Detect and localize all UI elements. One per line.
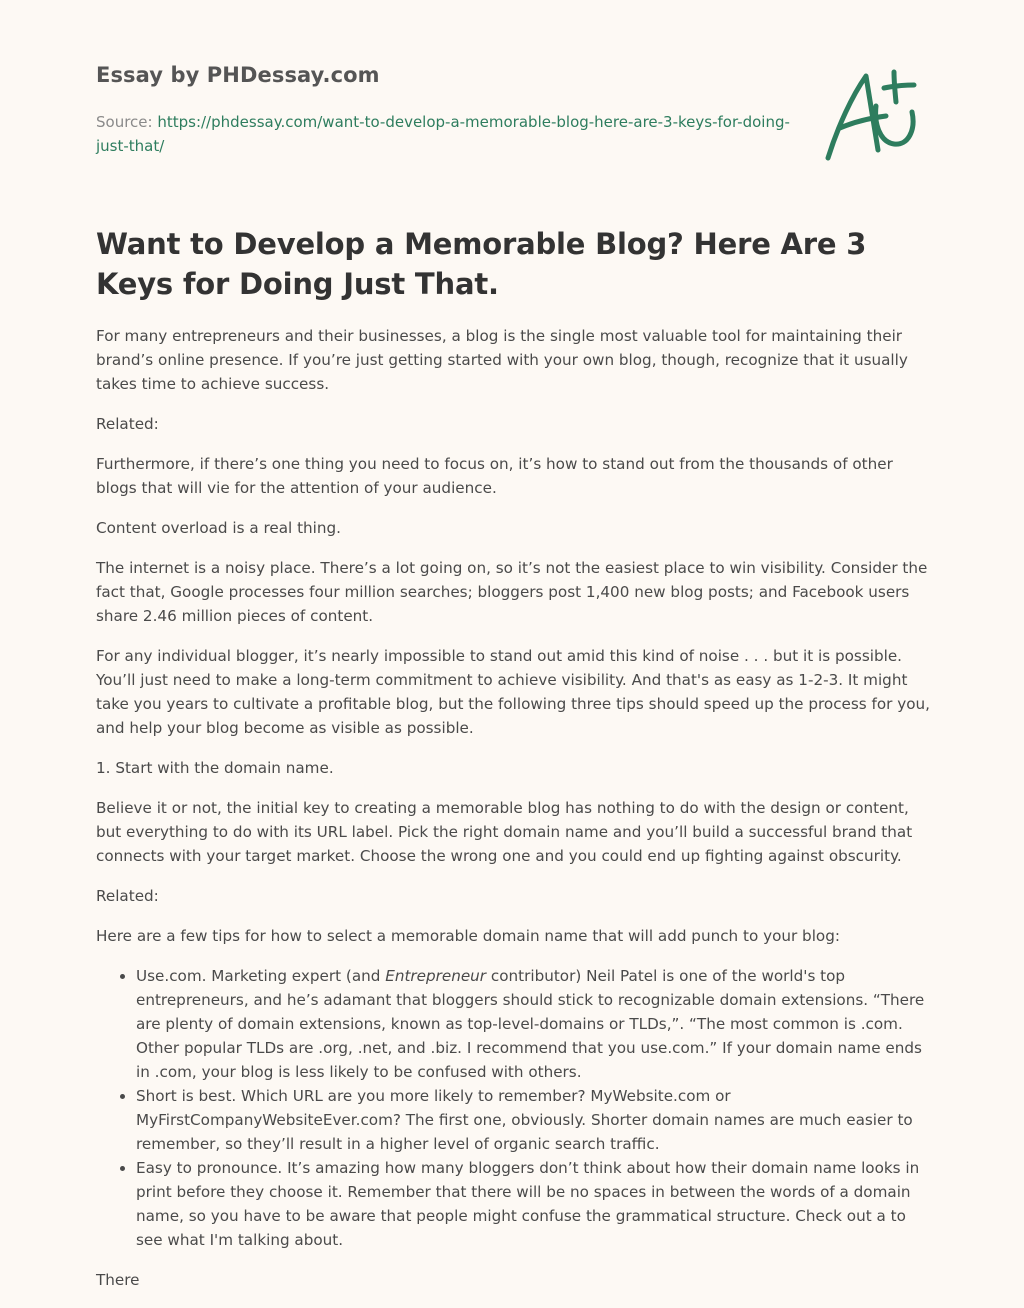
article-body bbox=[96, 324, 930, 1308]
paragraph-tips-intro: Here are a few tips for how to select a memorable domain name that will add punch to your blog: bbox=[96, 927, 840, 945]
list-item-text: contributor) Neil Patel is one of the world's top entrepreneurs, and he’s adamant that bloggers should stick to recognizable domain extensions. “There are plenty of domain extensions, known as top-level-domains or TLDs,”. “The most common is .com. Other popular TLDs are .org, .net, and .biz. I recommend that you use.com.” If your domain name ends in .com, your blog is less likely to be confused with others. bbox=[136, 967, 925, 1081]
related-label: Related: bbox=[96, 415, 159, 433]
site-brand: Essay by PHDessay.com bbox=[96, 63, 380, 87]
article-title: Want to Develop a Memorable Blog? Here Are 3 Keys for Doing Just That. bbox=[96, 227, 867, 301]
paragraph-truncated: There bbox=[96, 1271, 140, 1289]
paragraph-content-overload: Content overload is a real thing. bbox=[96, 519, 341, 537]
tips-list bbox=[96, 964, 930, 1252]
list-item: • Easy to pronounce. It’s amazing how many bloggers don’t think about how their domain name looks in print before they choose it. Remember that there will be no spaces in between the words of a domain name, so you have to be aware that people might confuse the grammatical structure. Check out a to see what I'm talking about. bbox=[136, 1156, 930, 1252]
publication-name: Entrepreneur bbox=[385, 967, 487, 985]
section-heading-domain: 1. Start with the domain name. bbox=[96, 759, 334, 777]
related-label: Related: bbox=[96, 887, 159, 905]
paragraph-internet-noise: The internet is a noisy place. There’s a lot going on, so it’s not the easiest place to win visibility. Consider the fact that, Google processes four million searches; bloggers post 1,400 new blog posts; and Facebook users share 2.46 million pieces of content. bbox=[96, 559, 928, 625]
list-item: • Short is best. Which URL are you more likely to remember? MyWebsite.com or MyFirstCompanyWebsiteEver.com? The first one, obviously. Shorter domain names are much easier to remember, so they’ll result in a higher level of organic search traffic. bbox=[136, 1084, 930, 1156]
paragraph-domain-key: Believe it or not, the initial key to creating a memorable blog has nothing to do with the design or content, but everything to do with its URL label. Pick the right domain name and you’ll build a successful brand that connects with your target market. Choose the wrong one and you could end up fighting against obscurity. bbox=[96, 799, 913, 865]
source-label: Source: bbox=[96, 113, 158, 131]
paragraph-focus: Furthermore, if there’s one thing you need to focus on, it’s how to stand out from the thousands of other blogs that will vie for the attention of your audience. bbox=[96, 455, 893, 497]
a-plus-logo-icon bbox=[820, 66, 926, 166]
paragraph-intro: For many entrepreneurs and their businesses, a blog is the single most valuable tool for maintaining their brand’s online presence. If you’re just getting started with your own blog, though, recognize that it usually takes time to achieve success. bbox=[96, 327, 908, 393]
paragraph-individual-blogger: For any individual blogger, it’s nearly impossible to stand out amid this kind of noise . . . but it is possible. You’ll just need to make a long-term commitment to achieve visibility. And that's as easy as 1-2-3. It might take you years to cultivate a profitable blog, but the following three tips should speed up the process for you, and help your blog become as visible as possible. bbox=[96, 647, 930, 737]
list-item-text: Use.com. Marketing expert (and bbox=[136, 967, 386, 985]
source-line bbox=[96, 110, 796, 158]
source-link[interactable]: https://phdessay.com/want-to-develop-a-memorable-blog-here-are-3-keys-for-doing-just-that/ bbox=[96, 113, 790, 155]
list-item bbox=[136, 964, 930, 1084]
